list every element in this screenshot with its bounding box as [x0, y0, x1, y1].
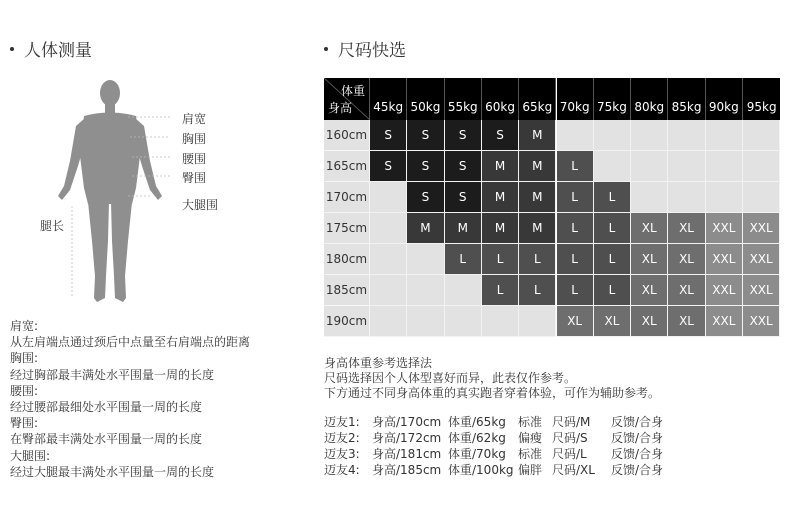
- size-cell: XL: [631, 306, 668, 337]
- size-cell: S: [482, 120, 519, 151]
- body-measurement-title-text: 人体测量: [24, 41, 92, 61]
- size-cell: M: [482, 151, 519, 182]
- runner-build: 标准: [518, 415, 543, 429]
- weight-header-cell: 70kg: [557, 78, 594, 120]
- size-cell: XL: [668, 275, 705, 306]
- notes-line: 尺码选择因个人体型喜好而异，此表仅作参考。: [324, 371, 577, 385]
- label-chest: 胸围: [182, 132, 207, 146]
- empty-cell: [370, 275, 407, 306]
- definition-line: 在臀部最丰满处水平围量一周的长度: [10, 432, 203, 447]
- size-cell: XXL: [743, 275, 780, 306]
- runner-name: 迈友2:: [324, 431, 360, 445]
- empty-cell: [370, 182, 407, 213]
- weight-header-cell: 85kg: [668, 78, 705, 120]
- height-header-cell: 170cm: [324, 182, 370, 213]
- corner-height-label: 身高: [328, 101, 353, 115]
- size-cell: XXL: [706, 244, 743, 275]
- height-header-cell: 160cm: [324, 120, 370, 151]
- body-measurement-title: [10, 36, 92, 61]
- empty-cell: [631, 151, 668, 182]
- empty-cell: [482, 306, 519, 337]
- empty-cell: [519, 306, 556, 337]
- size-chart-table: [324, 78, 780, 338]
- runner-feedback: 反馈/合身: [611, 431, 664, 445]
- size-cell: L: [519, 275, 556, 306]
- size-cell: S: [407, 151, 444, 182]
- runner-size: 尺码/M: [552, 415, 591, 429]
- size-cell: M: [445, 213, 482, 244]
- height-header-cell: 180cm: [324, 244, 370, 275]
- size-cell: XL: [631, 275, 668, 306]
- size-cell: M: [519, 120, 556, 151]
- size-cell: XXL: [743, 213, 780, 244]
- empty-cell: [668, 120, 705, 151]
- runner-size: 尺码/S: [552, 431, 588, 445]
- empty-cell: [370, 213, 407, 244]
- empty-cell: [407, 275, 444, 306]
- weight-header-cell: 55kg: [445, 78, 482, 120]
- empty-cell: [631, 182, 668, 213]
- size-cell: XXL: [706, 306, 743, 337]
- empty-cell: [668, 182, 705, 213]
- size-cell: S: [445, 120, 482, 151]
- height-header-cell: 185cm: [324, 275, 370, 306]
- size-quick-select-title: [324, 36, 406, 61]
- empty-cell: [706, 182, 743, 213]
- size-cell: S: [445, 182, 482, 213]
- weight-header-cell: 75kg: [594, 78, 631, 120]
- size-cell: M: [482, 182, 519, 213]
- definition-line: 肩宽:: [10, 319, 39, 333]
- size-cell: XL: [668, 213, 705, 244]
- notes-line: 下方通过不同身高体重的真实跑者穿着体验，可作为辅助参考。: [324, 386, 661, 400]
- size-cell: XL: [668, 306, 705, 337]
- empty-cell: [631, 120, 668, 151]
- runner-feedback: 反馈/合身: [611, 447, 664, 461]
- size-cell: XL: [557, 306, 594, 337]
- definition-line: 胸围:: [10, 351, 39, 366]
- weight-header-cell: 60kg: [482, 78, 519, 120]
- definition-line: 大腿围:: [10, 448, 51, 463]
- reference-notes: [324, 356, 660, 401]
- definition-line: 从左肩端点通过颈后中点量至右肩端点的距离: [10, 335, 251, 350]
- size-cell: XXL: [743, 306, 780, 337]
- runner-size: 尺码/L: [552, 447, 587, 461]
- bullet-icon: [10, 47, 14, 51]
- definition-line: 经过腰部最细处水平围量一周的长度: [10, 400, 203, 415]
- size-cell: L: [482, 275, 519, 306]
- empty-cell: [706, 151, 743, 182]
- height-header-cell: 165cm: [324, 151, 370, 182]
- size-cell: S: [407, 182, 444, 213]
- empty-cell: [445, 306, 482, 337]
- empty-cell: [445, 275, 482, 306]
- size-cell: L: [519, 244, 556, 275]
- empty-cell: [407, 306, 444, 337]
- size-cell: XXL: [743, 244, 780, 275]
- runner-weight: 体重/65kg: [448, 415, 506, 429]
- empty-cell: [743, 120, 780, 151]
- size-cell: XXL: [706, 275, 743, 306]
- bullet-icon: [324, 47, 328, 51]
- size-cell: XL: [594, 306, 631, 337]
- runner-build: 标准: [518, 447, 543, 461]
- runner-weight: 体重/70kg: [448, 447, 506, 461]
- runner-height: 身高/170cm: [372, 415, 442, 429]
- label-leg-length: 腿长: [40, 219, 65, 233]
- runner-build: 偏胖: [518, 463, 543, 477]
- weight-header-cell: 50kg: [407, 78, 444, 120]
- size-cell: M: [482, 213, 519, 244]
- size-cell: L: [482, 244, 519, 275]
- size-cell: M: [407, 213, 444, 244]
- empty-cell: [370, 306, 407, 337]
- size-cell: L: [594, 182, 631, 213]
- weight-header-cell: 45kg: [370, 78, 407, 120]
- label-waist: 腰围: [182, 152, 207, 166]
- size-cell: L: [594, 213, 631, 244]
- size-cell: XL: [631, 244, 668, 275]
- size-cell: L: [594, 244, 631, 275]
- size-quick-select-title-text: 尺码快选: [338, 41, 406, 61]
- definition-line: 经过大腿最丰满处水平围量一周的长度: [10, 464, 215, 479]
- label-thigh: 大腿围: [182, 198, 219, 212]
- weight-header-cell: 95kg: [743, 78, 780, 120]
- runner-weight: 体重/100kg: [448, 463, 514, 477]
- measurement-definitions: [10, 318, 250, 480]
- corner-weight-label: 体重: [340, 84, 365, 98]
- runner-size: 尺码/XL: [552, 463, 595, 477]
- empty-cell: [743, 151, 780, 182]
- empty-cell: [594, 120, 631, 151]
- size-cell: XL: [668, 244, 705, 275]
- height-header-cell: 175cm: [324, 213, 370, 244]
- weight-header-cell: 80kg: [631, 78, 668, 120]
- size-cell: XL: [631, 213, 668, 244]
- empty-cell: [668, 151, 705, 182]
- size-cell: L: [594, 275, 631, 306]
- label-shoulder: 肩宽: [182, 112, 207, 126]
- human-body-figure: [50, 76, 170, 306]
- size-cell: L: [557, 182, 594, 213]
- size-cell: S: [445, 151, 482, 182]
- height-header-cell: 190cm: [324, 306, 370, 337]
- empty-cell: [706, 120, 743, 151]
- size-cell: L: [445, 244, 482, 275]
- size-cell: M: [519, 182, 556, 213]
- size-cell: M: [519, 213, 556, 244]
- size-cell: S: [370, 120, 407, 151]
- size-cell: M: [519, 151, 556, 182]
- runner-build: 偏瘦: [518, 431, 543, 445]
- definition-line: 经过胸部最丰满处水平围量一周的长度: [10, 367, 215, 382]
- definition-line: 臀围:: [10, 416, 39, 431]
- label-hip: 臀围: [182, 171, 207, 185]
- runner-height: 身高/172cm: [372, 431, 442, 445]
- size-cell: L: [557, 213, 594, 244]
- size-cell: L: [557, 244, 594, 275]
- runner-name: 迈友3:: [324, 447, 360, 461]
- empty-cell: [407, 244, 444, 275]
- runner-name: 迈友4:: [324, 463, 360, 477]
- runner-name: 迈友1:: [324, 415, 360, 429]
- runner-weight: 体重/62kg: [448, 431, 506, 445]
- empty-cell: [557, 120, 594, 151]
- size-cell: L: [557, 275, 594, 306]
- weight-header-cell: 65kg: [519, 78, 556, 120]
- runner-height: 身高/181cm: [372, 447, 442, 461]
- empty-cell: [743, 182, 780, 213]
- runner-feedback: 反馈/合身: [611, 463, 664, 477]
- empty-cell: [594, 151, 631, 182]
- size-cell: L: [557, 151, 594, 182]
- size-cell: XXL: [706, 213, 743, 244]
- size-cell: S: [407, 120, 444, 151]
- runner-feedback: 反馈/合身: [611, 415, 664, 429]
- definition-line: 腰围:: [10, 383, 39, 398]
- weight-header-cell: 90kg: [706, 78, 743, 120]
- empty-cell: [370, 244, 407, 275]
- size-cell: S: [370, 151, 407, 182]
- runner-height: 身高/185cm: [372, 463, 442, 477]
- notes-heading: 身高体重参考选择法: [324, 356, 433, 370]
- corner-header-cell: [324, 78, 370, 120]
